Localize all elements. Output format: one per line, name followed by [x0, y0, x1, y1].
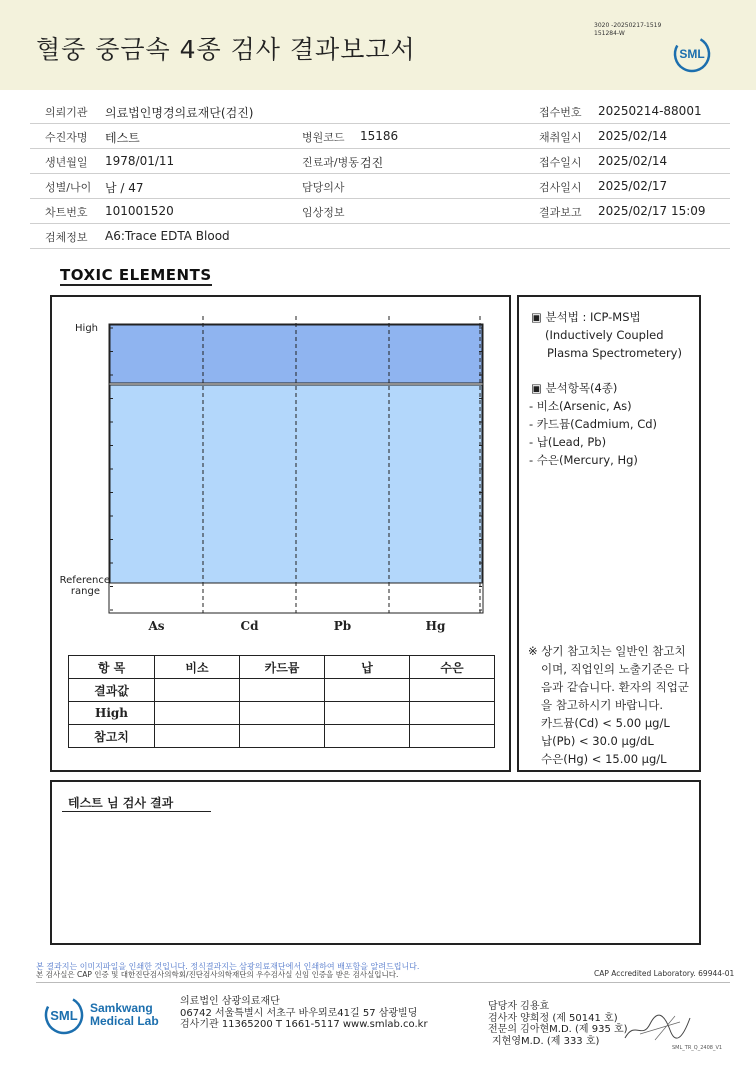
cell-high-cd	[240, 702, 325, 725]
report-date-label: 결과보고	[539, 206, 582, 219]
result-section-title: 테스트 님 검사 결과	[62, 795, 211, 812]
document-id	[594, 22, 684, 38]
header-item: 항 목	[69, 656, 155, 679]
header-arsenic: 비소	[155, 656, 240, 679]
report-title: 혈중 중금속 4종 검사 결과보고서	[36, 35, 416, 64]
limit-mercury: 수은(Hg) < 15.00 μg/L	[541, 752, 667, 766]
department-value: 검진	[360, 156, 384, 170]
limit-cadmium: 카드뮴(Cd) < 5.00 μg/L	[541, 716, 670, 730]
receipt-no-value: 20250214-88001	[598, 104, 702, 118]
cell-result-cd	[240, 679, 325, 702]
address-line1: 의료법인 삼광의료재단	[180, 996, 280, 1007]
cell-high-as	[155, 702, 240, 725]
clinical-info-label: 임상정보	[302, 206, 345, 219]
sml-logo-bottom-text: SML	[50, 1008, 78, 1023]
note-line3: 음과 같습니다. 환자의 직업군	[541, 680, 689, 694]
item-lead: - 납(Lead, Pb)	[529, 435, 607, 449]
staff-list	[488, 1001, 628, 1047]
birth-date-value: 1978/01/11	[105, 154, 175, 168]
hospital-code-label: 병원코드	[302, 131, 345, 144]
result-table-header	[69, 656, 495, 679]
signature-scribble	[620, 1010, 700, 1045]
limit-lead: 납(Pb) < 30.0 μg/dL	[541, 734, 654, 748]
sex-age-value: 남 / 47	[105, 181, 144, 195]
staff-line4: 지현영M.D. (제 333 호)	[492, 1035, 600, 1047]
sml-logo-top	[672, 34, 712, 74]
cell-ref-hg	[410, 725, 495, 748]
table-row	[69, 725, 495, 748]
toxic-elements-title: TOXIC ELEMENTS	[60, 266, 212, 284]
chart-no-value: 101001520	[105, 204, 174, 218]
sml-logo-mark	[42, 995, 86, 1035]
collection-date-value: 2025/02/14	[598, 129, 668, 143]
chart-no-label: 차트번호	[45, 206, 88, 219]
info-row-3	[30, 149, 730, 174]
table-row	[69, 702, 495, 725]
high-axis-label: High	[75, 323, 98, 334]
item-arsenic: - 비소(Arsenic, As)	[529, 399, 632, 413]
cell-high-pb	[325, 702, 410, 725]
category-label-pb: Pb	[333, 619, 352, 633]
patient-name-label: 수진자명	[45, 131, 88, 144]
cell-result-as	[155, 679, 240, 702]
header-lead: 납	[325, 656, 410, 679]
toxic-elements-chart	[52, 297, 509, 647]
lab-address	[180, 996, 428, 1031]
cell-ref-pb	[325, 725, 410, 748]
cell-result-hg	[410, 679, 495, 702]
category-label-hg: Hg	[425, 619, 446, 633]
reference-axis-label-line1: Reference	[59, 575, 110, 586]
specimen-label: 검체정보	[45, 231, 88, 244]
sml-logo-bottom	[42, 995, 167, 1035]
birth-date-label: 생년월일	[45, 156, 88, 169]
sml-logo-name-line2: Medical Lab	[90, 1014, 159, 1028]
info-row-6	[30, 224, 730, 249]
report-date-value: 2025/02/17 15:09	[598, 204, 706, 218]
method-info-panel	[517, 295, 701, 772]
footer-cap-notice: 본 검사실은 CAP 인증 및 대한진단검사의학회/진단검사의학재단의 우수검사실 신임 인증을 받은 검사실입니다.	[36, 970, 399, 979]
item-mercury: - 수은(Mercury, Hg)	[529, 453, 638, 467]
header-cadmium: 카드뮴	[240, 656, 325, 679]
document-id-line1: 3020 -20250217-1519	[594, 22, 662, 29]
institution-label: 의뢰기관	[45, 106, 88, 119]
result-section	[50, 780, 701, 945]
row-label-reference: 참고치	[69, 725, 155, 748]
address-line3: 검사기관 11365200 T 1661-5117 www.smlab.co.kr	[180, 1019, 428, 1030]
footer-divider	[36, 982, 730, 983]
note-line2: 이며, 직업인의 노출기준은 다	[541, 662, 689, 676]
receipt-date-label: 접수일시	[539, 156, 582, 169]
method-line1: ▣ 분석법 : ICP-MS법	[531, 310, 641, 324]
row-label-result: 결과값	[69, 679, 155, 702]
staff-line1: 담당자 김용효	[488, 1001, 550, 1012]
test-date-value: 2025/02/17	[598, 179, 668, 193]
chart-panel	[50, 295, 511, 772]
cap-accreditation: CAP Accredited Laboratory. 69944-01	[594, 969, 735, 978]
footer-image-notice: 본 결과지는 이미지파일을 인쇄한 것입니다. 정식결과지는 삼광의료재단에서 인쇄하여 배포함을 알려드립니다.	[36, 962, 420, 971]
staff-line2: 검사자 양희정 (제 50141 호)	[488, 1012, 618, 1024]
sml-logo-name-line1: Samkwang	[90, 1001, 153, 1015]
institution-value: 의료법인명경의료재단(검진)	[105, 106, 254, 120]
patient-name-value: 테스트	[105, 131, 140, 145]
cell-high-hg	[410, 702, 495, 725]
cell-result-pb	[325, 679, 410, 702]
specimen-value: A6:Trace EDTA Blood	[105, 229, 230, 243]
sml-logo-name	[90, 1002, 159, 1028]
sex-age-label: 성별/나이	[45, 181, 92, 194]
sml-logo-top-text: SML	[679, 47, 705, 61]
reference-axis-label-line2: range	[70, 586, 100, 597]
x-axis-categories	[147, 619, 446, 633]
cell-ref-cd	[240, 725, 325, 748]
collection-date-label: 채취일시	[539, 131, 582, 144]
cell-ref-as	[155, 725, 240, 748]
category-label-cd: Cd	[240, 619, 259, 633]
header-mercury: 수은	[410, 656, 495, 679]
info-row-1	[30, 99, 730, 124]
category-label-as: As	[148, 619, 165, 633]
note-line1: ※ 상기 참고치는 일반인 참고치	[528, 644, 686, 658]
method-line3: Plasma Spectrometery)	[547, 346, 682, 360]
result-table	[68, 655, 495, 748]
staff-line3: 전문의 김아현M.D. (제 935 호)	[488, 1024, 628, 1035]
doctor-label: 담당의사	[302, 181, 345, 194]
test-date-label: 검사일시	[539, 181, 582, 194]
info-row-2	[30, 124, 730, 149]
item-cadmium: - 카드뮴(Cadmium, Cd)	[529, 417, 658, 431]
hospital-code-value: 15186	[360, 129, 399, 143]
note-line4: 을 참고하시기 바랍니다.	[541, 698, 664, 712]
info-row-4	[30, 174, 730, 199]
info-row-5	[30, 199, 730, 224]
items-title: ▣ 분석항목(4종)	[531, 381, 618, 395]
document-id-line2: 151284-W	[594, 30, 625, 37]
table-row	[69, 679, 495, 702]
address-line2: 06742 서울특별시 서초구 바우뫼로41길 57 삼광빌딩	[180, 1007, 418, 1019]
department-label: 진료과/병동	[302, 156, 359, 169]
document-version: SML_TR_Q_2408_V1	[672, 1045, 723, 1051]
row-label-high: High	[69, 702, 155, 725]
receipt-date-value: 2025/02/14	[598, 154, 668, 168]
receipt-no-label: 접수번호	[539, 106, 582, 119]
method-line2: (Inductively Coupled	[545, 328, 664, 342]
